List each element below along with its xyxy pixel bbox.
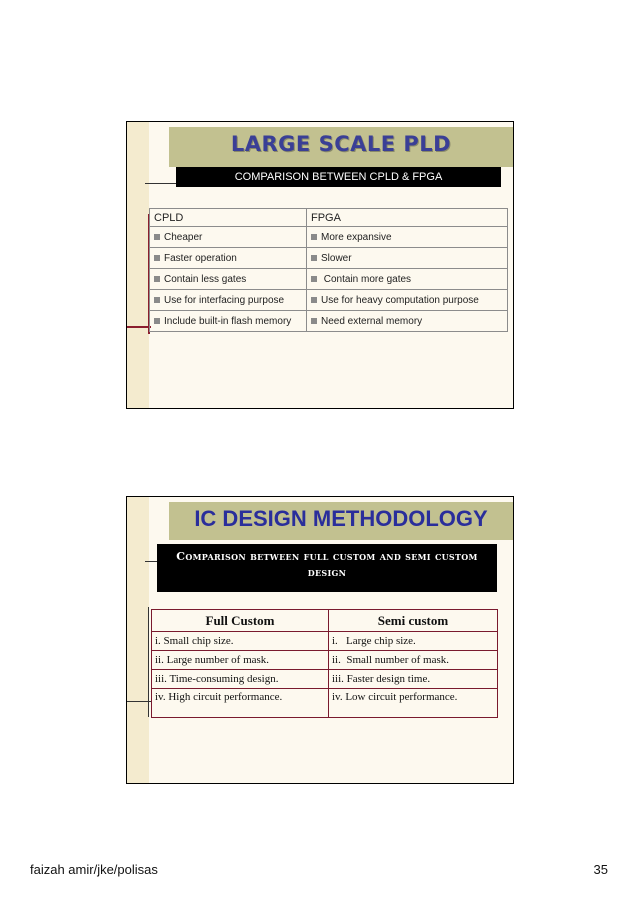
slide-subtitle: Comparison between full custom and semi custom design (157, 544, 497, 592)
table-row (152, 632, 498, 651)
cpld-fpga-table (149, 208, 508, 332)
table-row (150, 290, 508, 311)
bullet-icon (311, 318, 317, 324)
divider-line (145, 183, 179, 184)
bullet-icon (311, 255, 317, 261)
bullet-icon (154, 318, 160, 324)
cell-text: Contain more gates (321, 273, 412, 285)
cell-text: ii. Small number of mask. (329, 651, 498, 670)
accent-tick (127, 326, 151, 328)
cell-text: i. Small chip size. (152, 632, 329, 651)
slide-side-stripe (127, 497, 149, 783)
cell-text: ii. Large number of mask. (152, 651, 329, 670)
cell-text: Need external memory (321, 315, 423, 327)
cell-text: iv. Low circuit performance. (329, 689, 498, 718)
cell-text: Faster operation (164, 252, 237, 264)
cell-text: iii. Faster design time. (329, 670, 498, 689)
table-row (152, 689, 498, 718)
page-number: 35 (593, 862, 608, 877)
full-vs-semi-custom-table (151, 609, 498, 718)
slide-side-stripe (127, 122, 149, 408)
cell-text: iv. High circuit performance. (152, 689, 329, 718)
slide-title: IC DESIGN METHODOLOGY (194, 506, 488, 531)
slide-title: LARGE SCALE PLD (230, 132, 452, 156)
bullet-icon (311, 234, 317, 240)
cell-text: More expansive (321, 231, 392, 243)
bullet-icon (311, 297, 317, 303)
table-row (150, 269, 508, 290)
bullet-icon (154, 276, 160, 282)
table-row (150, 227, 508, 248)
bullet-icon (154, 234, 160, 240)
cell-text: Use for interfacing purpose (164, 294, 285, 306)
table-header-row (152, 610, 498, 632)
bullet-icon (154, 255, 160, 261)
slide-ic-design-methodology (126, 496, 514, 784)
cell-text: iii. Time-consuming design. (152, 670, 329, 689)
table-row (152, 670, 498, 689)
cell-text: Contain less gates (164, 273, 247, 285)
header-full-custom: Full Custom (152, 610, 329, 632)
slide-subtitle: COMPARISON BETWEEN CPLD & FPGA (176, 167, 501, 187)
cell-text: Cheaper (164, 231, 203, 243)
table-header-row (150, 209, 508, 227)
accent-tick (127, 701, 151, 702)
table-row (152, 651, 498, 670)
table-row (150, 248, 508, 269)
cell-text: Slower (321, 252, 352, 264)
bullet-icon (154, 297, 160, 303)
cell-text: Include built-in flash memory (164, 315, 292, 327)
footer-author: faizah amir/jke/polisas (30, 862, 158, 877)
table-row (150, 311, 508, 332)
cell-text: Use for heavy computation purpose (321, 294, 479, 306)
slide-large-scale-pld (126, 121, 514, 409)
header-fpga: FPGA (307, 209, 508, 227)
header-semi-custom: Semi custom (329, 610, 498, 632)
header-cpld: CPLD (150, 209, 307, 227)
cell-text: i. Large chip size. (329, 632, 498, 651)
bullet-icon (311, 276, 317, 282)
